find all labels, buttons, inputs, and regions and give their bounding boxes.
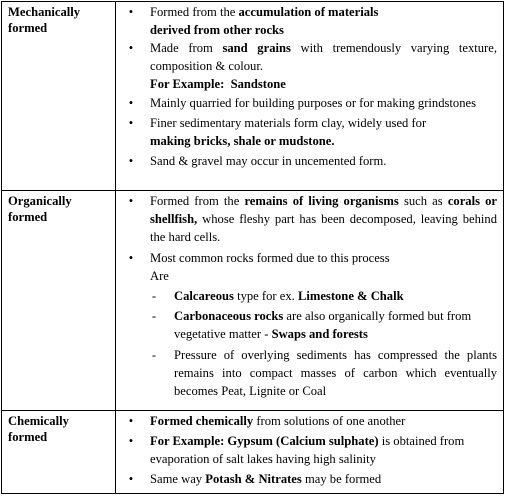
bullet: • xyxy=(128,154,134,168)
bullet: • xyxy=(128,251,134,265)
list-item: • Formed chemically from solutions of one another xyxy=(116,412,503,430)
list-item: • Made from sand grains with tremendously varying texture, composition & colour. xyxy=(116,39,503,75)
dash: - xyxy=(151,309,157,323)
list-item: • For Example: Gypsum (Calcium sulphate) is obtained from evaporation of salt lakes having high salinity xyxy=(116,432,503,468)
bullet: • xyxy=(128,116,134,130)
list-item: • Finer sedimentary materials form clay, widely used for making bricks, shale or mudstone. xyxy=(116,114,503,150)
category-chemically-formed: Chemically formed xyxy=(8,414,69,444)
list-item: • Formed from the remains of living organisms such as corals or shellfish, whose fleshy part has been decomposed, leaving behind the hard cells. xyxy=(116,192,503,246)
example-line: For Example: Sandstone xyxy=(150,77,286,91)
sub-list-item: - Carbonaceous rocks are also organically formed but from vegetative matter - Swaps and forests xyxy=(116,307,503,343)
category-mechanically-formed: Mechanically formed xyxy=(8,5,81,35)
list-item: • Most common rocks formed due to this process Are xyxy=(116,249,503,285)
rock-formation-table xyxy=(1,1,504,494)
row-divider xyxy=(2,190,503,191)
bullet: • xyxy=(128,96,134,110)
organically-formed-content xyxy=(116,192,503,400)
bullet: • xyxy=(128,5,134,19)
sub-list-item: - Calcareous type for ex. Limestone & Chalk xyxy=(116,287,503,305)
bullet: • xyxy=(128,41,134,55)
bullet: • xyxy=(128,414,134,428)
bullet: • xyxy=(128,194,134,208)
dash: - xyxy=(151,348,157,362)
list-item: • Formed from the accumulation of materials derived from other rocks xyxy=(116,3,503,39)
mechanically-formed-content xyxy=(116,3,503,170)
row-divider xyxy=(2,410,503,411)
sub-list-item: - Pressure of overlying sediments has compressed the plants remains into compact masses of carbon which eventually becomes Peat, Lignite or Coal xyxy=(116,346,503,400)
bullet: • xyxy=(128,472,134,486)
category-organically-formed: Organically formed xyxy=(8,194,72,224)
chemically-formed-content xyxy=(116,412,503,488)
dash: - xyxy=(151,289,157,303)
bullet: • xyxy=(128,434,134,448)
list-item: • Sand & gravel may occur in uncemented form. xyxy=(116,152,503,170)
list-item: • Same way Potash & Nitrates may be formed xyxy=(116,470,503,488)
list-item: • Mainly quarried for building purposes or for making grindstones xyxy=(116,94,503,112)
